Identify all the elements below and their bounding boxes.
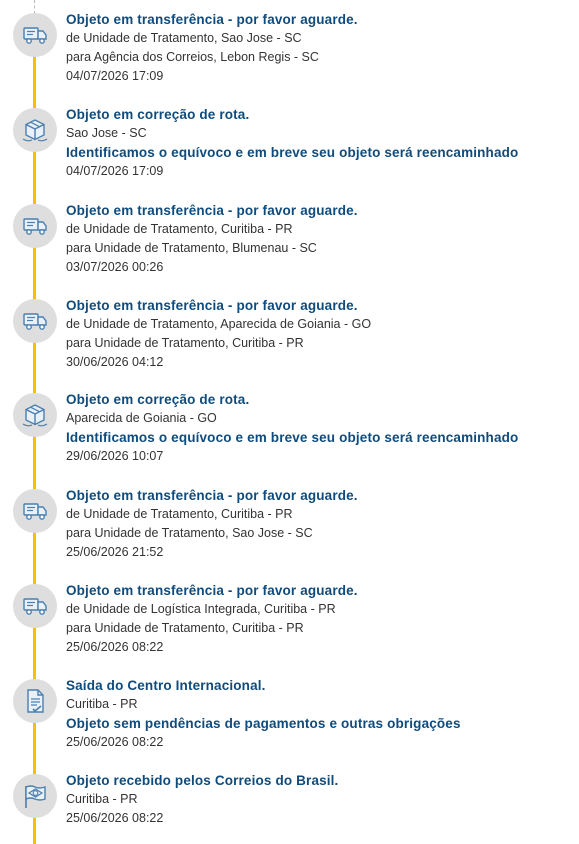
- event-title: Saída do Centro Internacional.: [66, 678, 266, 693]
- event-origin: de Unidade de Tratamento, Curitiba - PR: [66, 507, 293, 521]
- document-check-icon: [13, 679, 57, 723]
- event-title: Objeto recebido pelos Correios do Brasil.: [66, 773, 339, 788]
- truck-icon: [13, 204, 57, 248]
- event-destination: para Agência dos Correios, Lebon Regis - SC: [66, 50, 319, 64]
- event-content: [66, 296, 571, 372]
- truck-icon: [13, 489, 57, 533]
- event-content: [66, 676, 571, 752]
- event-origin: de Unidade de Logística Integrada, Curitiba - PR: [66, 602, 336, 616]
- event-destination: para Unidade de Tratamento, Sao Jose - SC: [66, 526, 313, 540]
- event-title: Objeto em transferência - por favor aguarde.: [66, 488, 358, 503]
- event-location: Aparecida de Goiania - GO: [66, 411, 217, 425]
- event-origin: de Unidade de Tratamento, Aparecida de Goiania - GO: [66, 317, 372, 331]
- event-datetime: 04/07/2026 17:09: [66, 164, 164, 178]
- event-datetime: 25/06/2026 21:52: [66, 545, 164, 559]
- event-location: Curitiba - PR: [66, 792, 138, 806]
- event-content: [66, 201, 571, 277]
- event-datetime: 25/06/2026 08:22: [66, 811, 164, 825]
- event-title: Objeto em correção de rota.: [66, 392, 250, 407]
- event-title: Objeto em transferência - por favor aguarde.: [66, 298, 358, 313]
- event-datetime: 25/06/2026 08:22: [66, 640, 164, 654]
- truck-icon: [13, 299, 57, 343]
- timeline-dashed-start: [34, 0, 35, 14]
- event-destination: para Unidade de Tratamento, Blumenau - SC: [66, 241, 317, 255]
- event-title: Objeto em transferência - por favor aguarde.: [66, 12, 358, 27]
- package-reroute-icon: [13, 108, 57, 152]
- event-datetime: 29/06/2026 10:07: [66, 449, 164, 463]
- event-datetime: 03/07/2026 00:26: [66, 260, 164, 274]
- brazil-flag-icon: [13, 774, 57, 818]
- event-content: [66, 105, 571, 181]
- event-destination: para Unidade de Tratamento, Curitiba - PR: [66, 336, 304, 350]
- event-note: Identificamos o equívoco e em breve seu objeto será reencaminhado: [66, 430, 519, 445]
- event-datetime: 04/07/2026 17:09: [66, 69, 164, 83]
- event-content: [66, 581, 571, 657]
- event-content: [66, 486, 571, 562]
- event-content: [66, 10, 571, 86]
- event-location: Curitiba - PR: [66, 697, 138, 711]
- event-location: Sao Jose - SC: [66, 126, 147, 140]
- event-title: Objeto em correção de rota.: [66, 107, 250, 122]
- package-reroute-icon: [13, 393, 57, 437]
- event-note: Objeto sem pendências de pagamentos e outras obrigações: [66, 716, 461, 731]
- event-content: [66, 771, 571, 828]
- truck-icon: [13, 584, 57, 628]
- truck-icon: [13, 13, 57, 57]
- event-origin: de Unidade de Tratamento, Curitiba - PR: [66, 222, 293, 236]
- event-content: [66, 390, 571, 466]
- event-datetime: 25/06/2026 08:22: [66, 735, 164, 749]
- event-origin: de Unidade de Tratamento, Sao Jose - SC: [66, 31, 302, 45]
- event-datetime: 30/06/2026 04:12: [66, 355, 164, 369]
- event-destination: para Unidade de Tratamento, Curitiba - PR: [66, 621, 304, 635]
- event-title: Objeto em transferência - por favor aguarde.: [66, 583, 358, 598]
- event-title: Objeto em transferência - por favor aguarde.: [66, 203, 358, 218]
- event-note: Identificamos o equívoco e em breve seu objeto será reencaminhado: [66, 145, 519, 160]
